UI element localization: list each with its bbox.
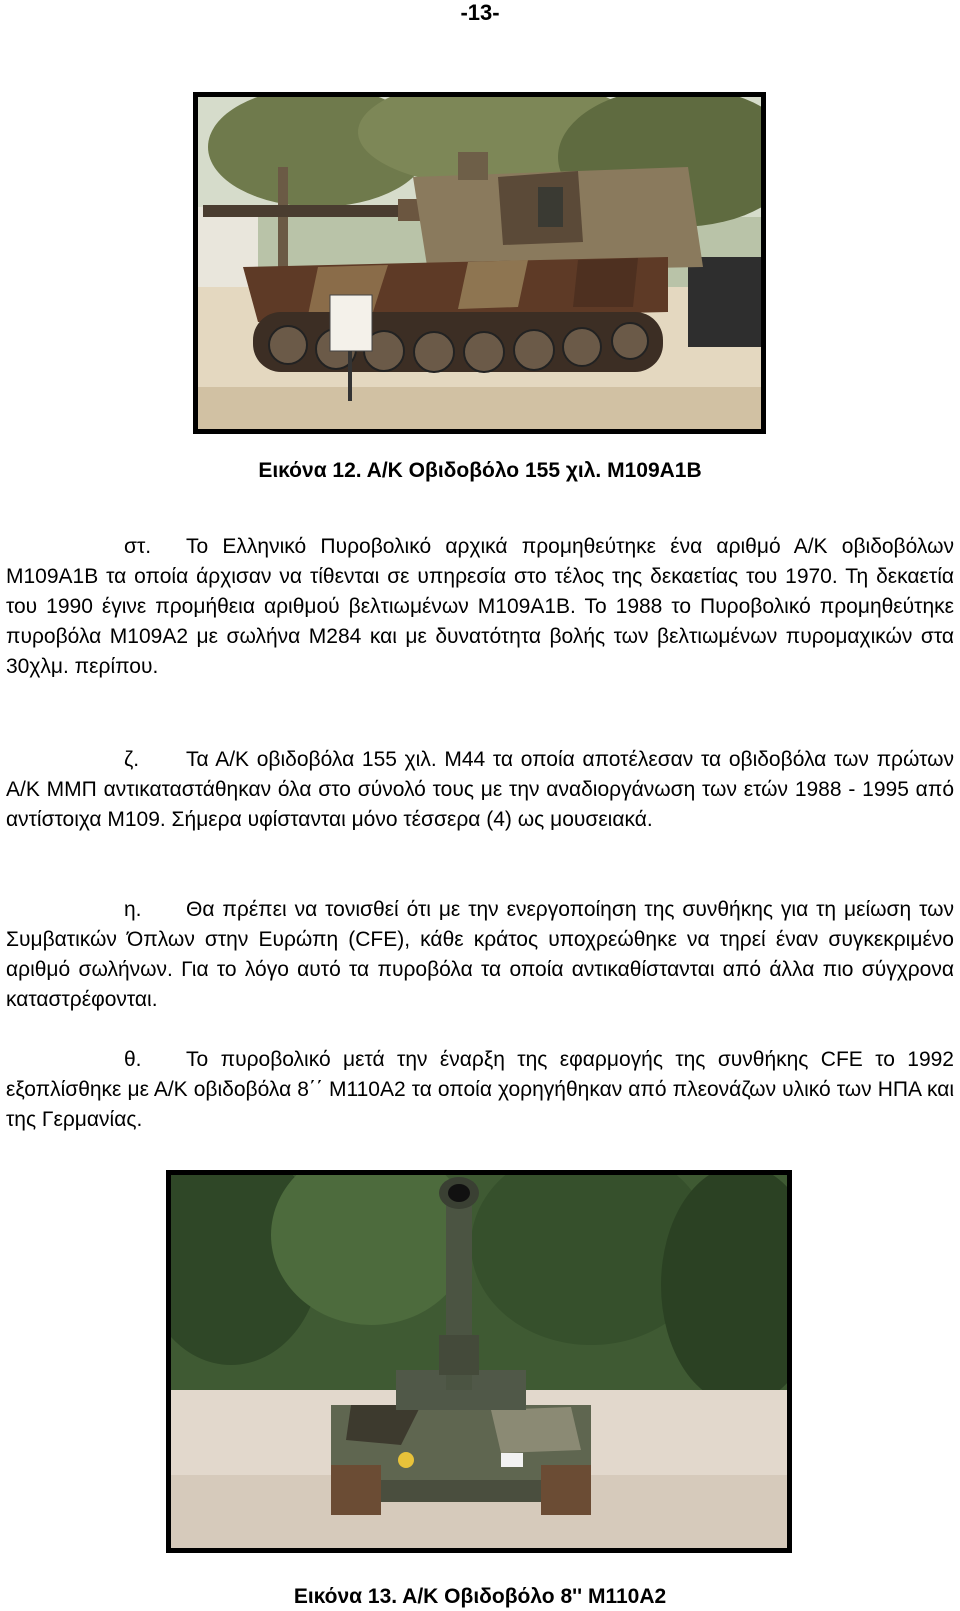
paragraph-text: Το πυροβολικό μετά την έναρξη της εφαρμογής της συνθήκης CFE το 1992 εξοπλίσθηκε με Α/Κ οβιδοβόλα 8΄΄ Μ110Α2 τα οποία χορηγήθηκαν από πλεονάζων υλικό των ΗΠΑ και της Γερμανίας. xyxy=(6,1048,954,1131)
figure-12-caption: Εικόνα 12. Α/Κ Οβιδοβόλο 155 χιλ. Μ109Α1Β xyxy=(258,459,702,482)
m109a1b-howitzer-illustration xyxy=(198,97,761,429)
paragraph-z xyxy=(6,745,954,835)
figure-13-caption: Εικόνα 13. Α/Κ Οβιδοβόλο 8'' Μ110Α2 xyxy=(293,1585,667,1608)
page-number: -13- xyxy=(460,0,500,25)
paragraph-i xyxy=(6,895,954,1015)
paragraph-marker: η. xyxy=(124,898,142,921)
m110a2-howitzer-illustration xyxy=(171,1175,787,1548)
paragraph-marker: θ. xyxy=(124,1048,142,1071)
paragraph-text: Τα Α/Κ οβιδοβόλα 155 χιλ. Μ44 τα οποία αποτέλεσαν τα οβιδοβόλα των πρώτων Α/Κ ΜΜΠ αντικαταστάθηκαν όλα στο σύνολό τους με την αναδιοργάνωση των ετών 1988 - 1995 από αντίστοιχα Μ109. Σήμερα υφίστανται μόνο τέσσερα (4) ως μουσειακά. xyxy=(6,748,954,831)
figure-12-photo xyxy=(193,92,766,434)
paragraph-th xyxy=(6,1045,954,1135)
paragraph-marker: ζ. xyxy=(124,748,140,771)
paragraph-st xyxy=(6,532,954,682)
paragraph-marker: στ. xyxy=(124,535,152,558)
paragraph-text: Θα πρέπει να τονισθεί ότι με την ενεργοποίηση της συνθήκης για τη μείωση των Συμβατικών Όπλων στην Ευρώπη (CFE), κάθε κράτος υποχρεώθηκε να τηρεί έναν συγκεκριμένο αριθμό σωλήνων. Για το λόγο αυτό τα πυροβόλα τα οποία αντικαθίστανται από άλλα πιο σύγχρονα καταστρέφονται. xyxy=(6,898,954,1011)
paragraph-text: Το Ελληνικό Πυροβολικό αρχικά προμηθεύτηκε ένα αριθμό Α/Κ οβιδοβόλων Μ109Α1Β τα οποία άρχισαν να τίθενται σε υπηρεσία στο τέλος της δεκαετίας του 1970. Τη δεκαετία του 1990 έγινε προμήθεια αριθμού βελτιωμένων Μ109Α1Β. Το 1988 το Πυροβολικό προμηθεύτηκε πυροβόλα Μ109Α2 με σωλήνα Μ284 και με δυνατότητα βολής των βελτιωμένων πυρομαχικών στα 30χλμ. περίπου. xyxy=(6,535,954,678)
figure-13-photo xyxy=(166,1170,792,1553)
